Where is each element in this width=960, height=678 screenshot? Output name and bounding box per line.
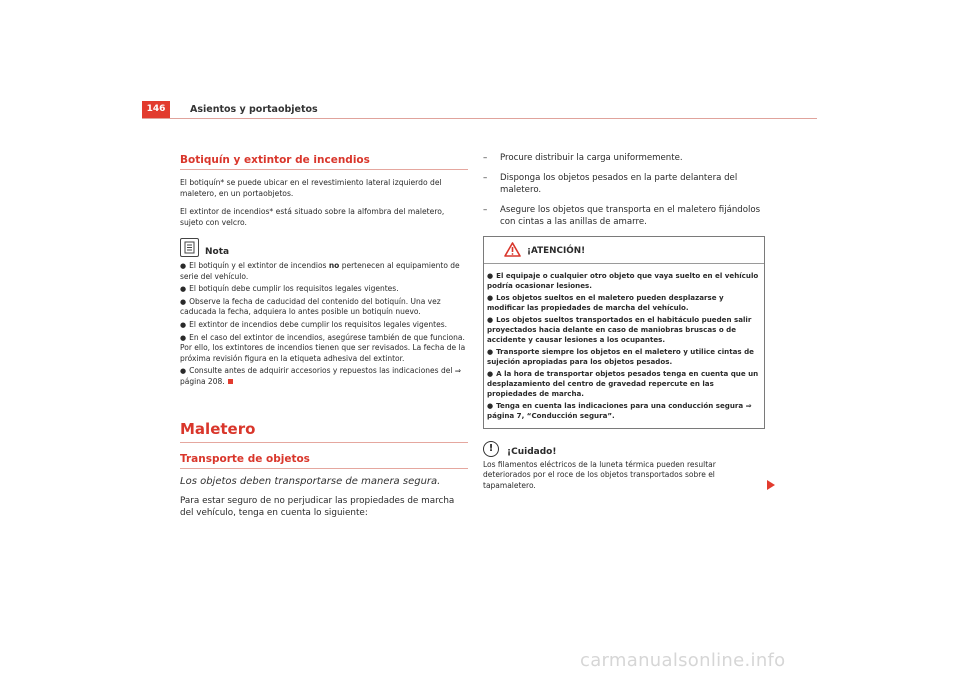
paragraph: El botiquín* se puede ubicar en el revestimiento lateral izquierdo del maletero, en un portaobjetos. [180,178,442,198]
warning-list [487,271,761,422]
note-header [180,238,468,257]
warning-item: ● Los objetos sueltos transportados en el habitáculo pueden salir proyectados hacia delante en caso de maniobras bruscas o de accidente y causar lesiones a los ocupantes. [487,314,752,345]
instruction-item: – Procure distribuir la carga uniformemente. [483,153,683,163]
instruction-item: – Disponga los objetos pesados en la parte delantera del maletero. [483,172,738,196]
section-title: Botiquín y extintor de incendios [180,154,468,170]
note-item: ● El botiquín y el extintor de incendios no pertenecen al equipamiento de serie del vehículo. [180,261,460,281]
continue-arrow-icon [767,480,775,490]
warning-header [484,237,764,264]
note-icon [180,238,199,257]
warning-title: ¡ATENCIÓN! [527,246,586,257]
warning-item: ● Tenga en cuenta las indicaciones para una conducción segura ⇒ página 7, “Conducción segura”. [487,400,752,421]
subsection-title: Transporte de objetos [180,453,468,469]
warning-triangle-icon [504,242,521,261]
caution-header [483,441,765,457]
running-head: Asientos y portaobjetos [190,104,318,115]
note-item: ● El botiquín debe cumplir los requisitos legales vigentes. [180,284,399,294]
warning-item: ● A la hora de transportar objetos pesados tenga en cuenta que un desplazamiento del centro de gravedad repercute en las propiedades de marcha. [487,368,759,399]
note-list [180,261,468,388]
end-of-section-marker [228,379,233,384]
note-item: ● Observe la fecha de caducidad del contenido del botiquín. Una vez caducada la fecha, adquiera lo antes posible un botiquín nuevo. [180,296,441,317]
page-number: 146 [142,101,170,118]
warning-item: ● Los objetos sueltos en el maletero pueden desplazarse y modificar las propiedades de marcha del vehículo. [487,292,724,313]
header-divider [142,118,817,119]
exclamation-icon: ! [483,441,499,457]
caution-text: Los filamentos eléctricos de la luneta térmica pueden resultar deteriorados por el roce de los objetos transportados sobre el tapamaletero. [483,459,716,490]
instruction-list [483,152,765,229]
body-text: Para estar seguro de no perjudicar las propiedades de marcha del vehículo, tenga en cuenta lo siguiente: [180,495,455,519]
left-column [180,154,468,520]
right-column [483,152,765,491]
warning-box [483,236,765,429]
intro-text: Los objetos deben transportarse de manera segura. [180,475,441,487]
note-item: ● En el caso del extintor de incendios, asegúrese también de que funciona. Por ello, los extintores de incendios tienen que ser revisados. La fecha de la próxima revisión figura en la etiqueta adhesiva del extintor. [180,332,466,363]
warning-item: ● El equipaje o cualquier otro objeto que vaya suelto en el vehículo podría ocasionar lesiones. [487,270,759,291]
note-title: Nota [205,247,230,257]
watermark: carmanualsonline.info [580,650,786,671]
note-item: ● Consulte antes de adquirir accesorios y repuestos las indicaciones del ⇒ página 208. [180,366,462,386]
paragraph: El extintor de incendios* está situado sobre la alfombra del maletero, sujeto con velcro. [180,207,445,227]
note-item: ● El extintor de incendios debe cumplir los requisitos legales vigentes. [180,319,447,329]
chapter-title: Maletero [180,420,468,443]
caution-title: ¡Cuidado! [507,446,557,457]
warning-item: ● Transporte siempre los objetos en el maletero y utilice cintas de sujeción apropiadas para los objetos pesados. [487,346,754,367]
instruction-item: – Asegure los objetos que transporta en el maletero fijándolos con cintas a las anillas de amarre. [483,204,761,228]
